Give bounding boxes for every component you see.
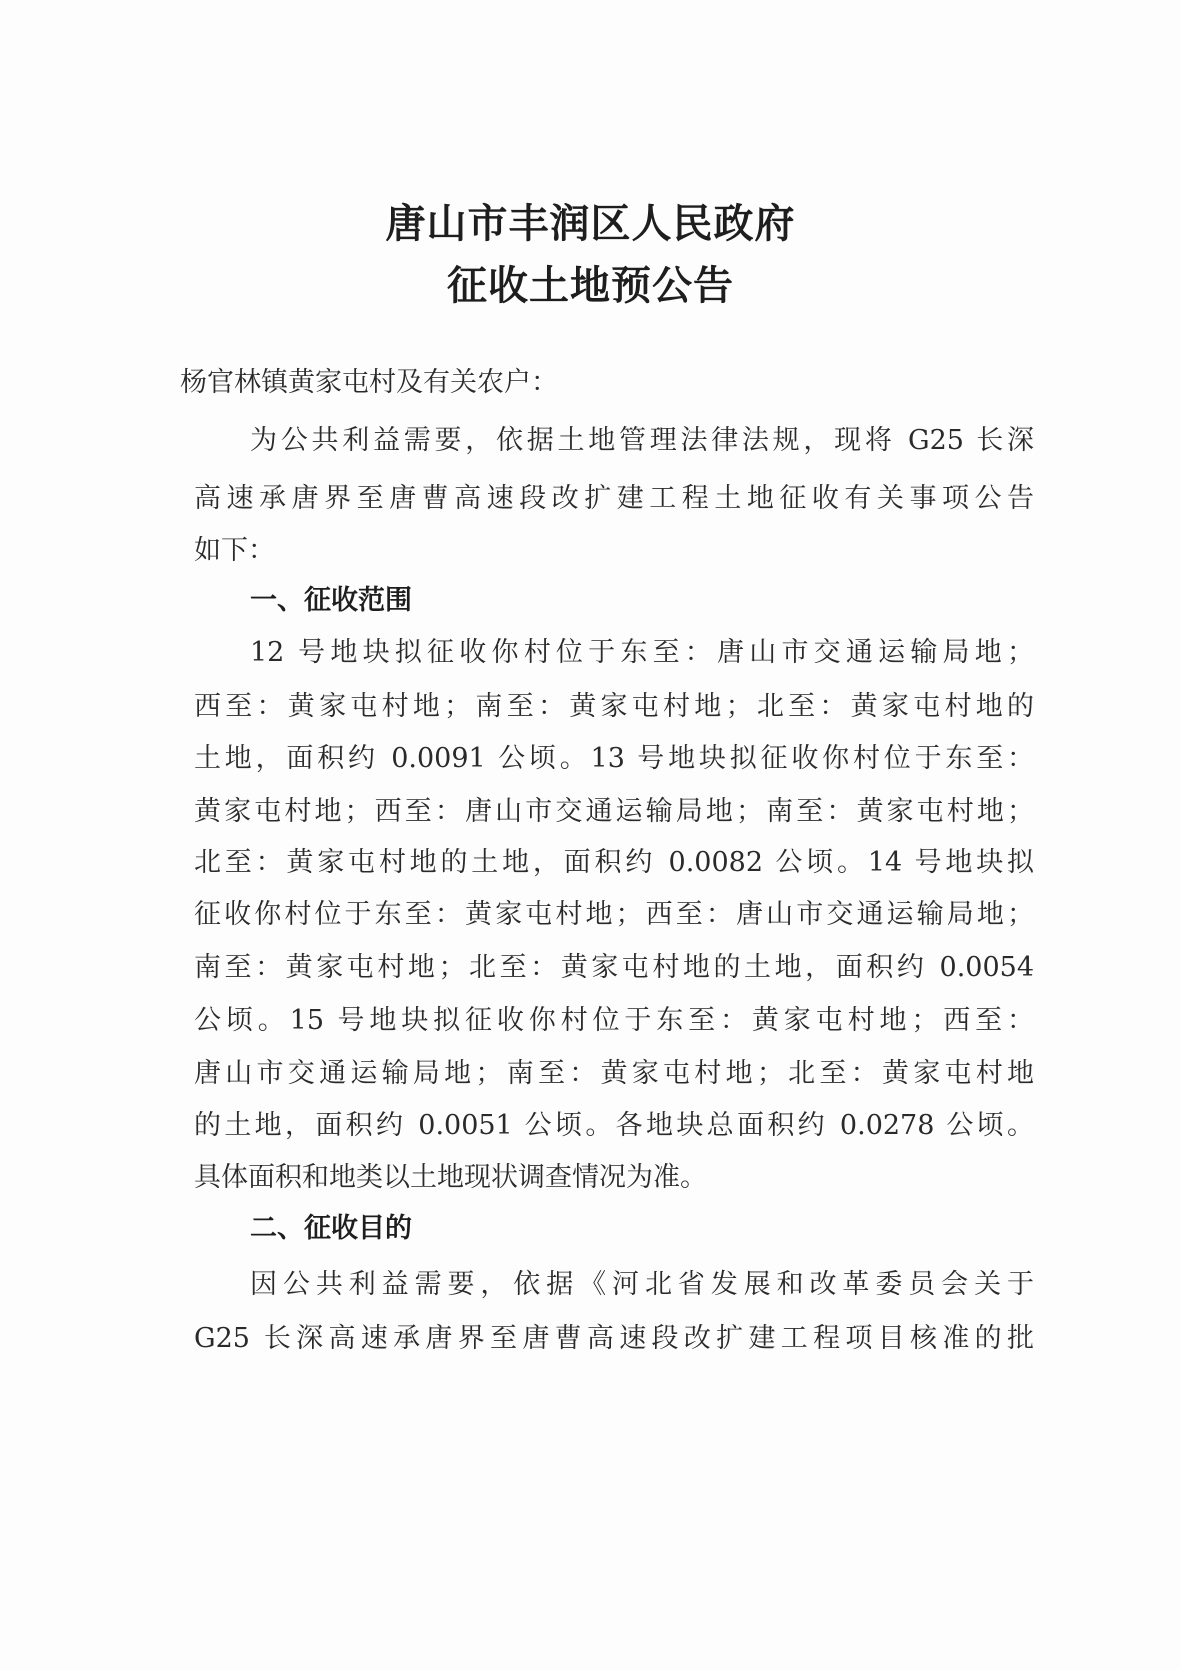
paragraph-line: 的土地，面积约 0.0051 公顷。各地块总面积约 0.0278 公顷。 <box>194 1110 1034 1141</box>
paragraph-line: 黄家屯村地；西至：唐山市交通运输局地；南至：黄家屯村地； <box>194 796 1034 827</box>
paragraph-line: 公顷。15 号地块拟征收你村位于东至：黄家屯村地；西至： <box>194 1005 1034 1036</box>
paragraph-line: 南至：黄家屯村地；北至：黄家屯村地的土地，面积约 0.0054 <box>194 952 1034 983</box>
paragraph-line: 土地，面积约 0.0091 公顷。13 号地块拟征收你村位于东至： <box>194 743 1034 774</box>
intro-line: 高速承唐界至唐曹高速段改扩建工程土地征收有关事项公告 <box>194 483 1034 514</box>
paragraph-line: 因公共利益需要，依据《河北省发展和改革委员会关于 <box>250 1269 1034 1300</box>
paragraph-line: 西至：黄家屯村地；南至：黄家屯村地；北至：黄家屯村地的 <box>194 691 1034 722</box>
document-title-line2: 征收土地预公告 <box>447 262 734 309</box>
paragraph-line: 具体面积和地类以土地现状调查情况为准。 <box>194 1162 707 1193</box>
intro-line: 如下： <box>194 535 275 566</box>
paragraph-line: G25 长深高速承唐界至唐曹高速段改扩建工程项目核准的批 <box>194 1323 1034 1354</box>
salutation: 杨官林镇黄家屯村及有关农户： <box>180 367 558 398</box>
document-title-line1: 唐山市丰润区人民政府 <box>385 200 796 247</box>
intro-line: 为公共利益需要，依据土地管理法律法规，现将 G25 长深 <box>250 425 1034 456</box>
paragraph-line: 北至：黄家屯村地的土地，面积约 0.0082 公顷。14 号地块拟 <box>194 847 1034 878</box>
paragraph-line: 征收你村位于东至：黄家屯村地；西至：唐山市交通运输局地； <box>194 899 1034 930</box>
paragraph-line: 12 号地块拟征收你村位于东至：唐山市交通运输局地； <box>250 637 1034 668</box>
section-heading-scope: 一、征收范围 <box>250 585 412 616</box>
paragraph-line: 唐山市交通运输局地；南至：黄家屯村地；北至：黄家屯村地 <box>194 1058 1034 1089</box>
section-heading-purpose: 二、征收目的 <box>250 1213 412 1244</box>
